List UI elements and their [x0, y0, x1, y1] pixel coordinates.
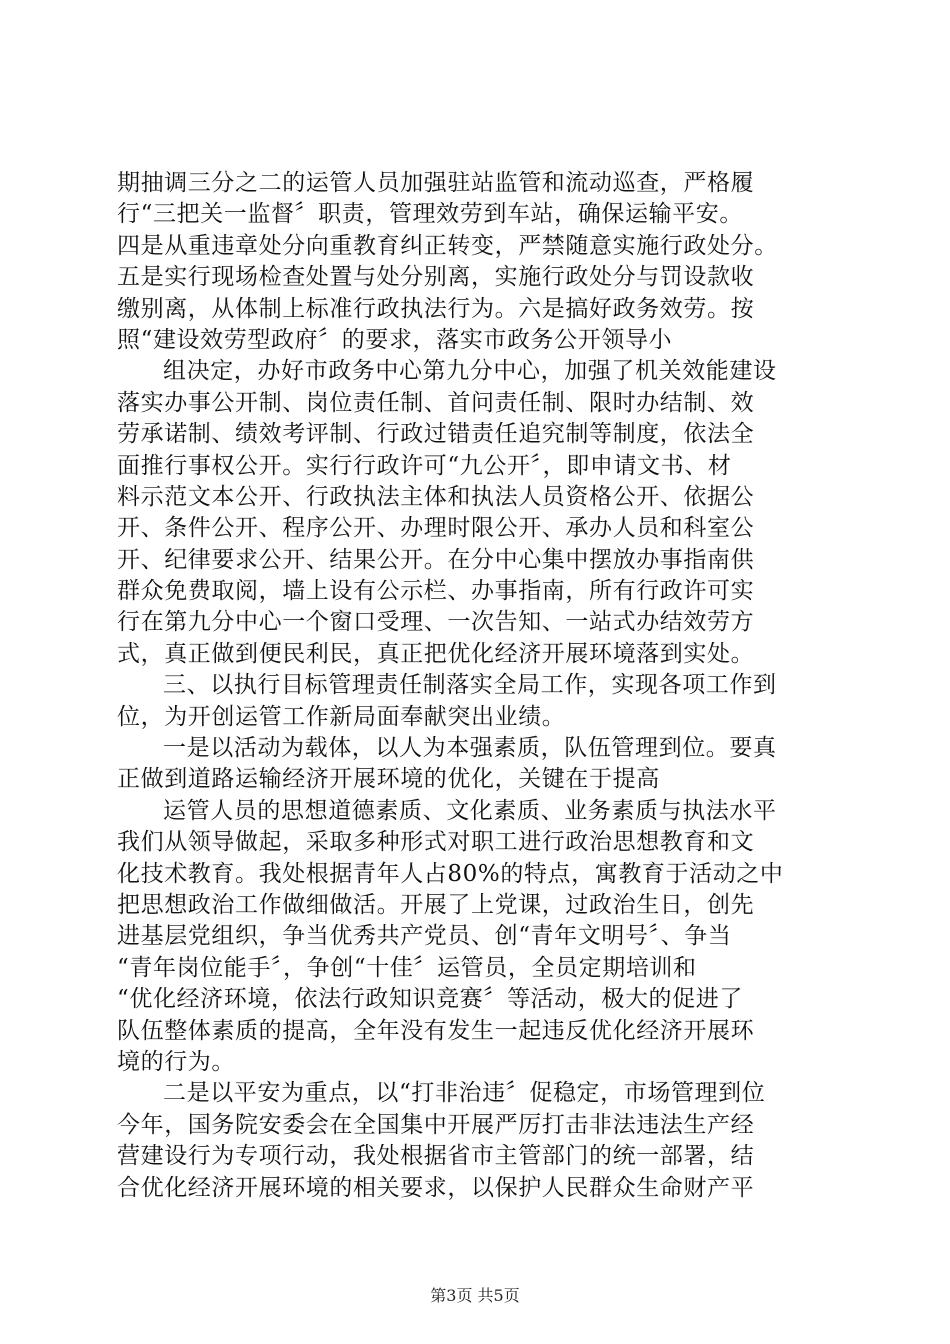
text-line: 群众免费取阅，墙上设有公示栏、办事指南，所有行政许可实 — [117, 578, 755, 605]
text-line: 进基层党组织，争当优秀共产党员、创“青年文明号〞、争当 — [117, 923, 732, 950]
body-text — [117, 168, 837, 1204]
text-line: 一是以活动为载体，以人为本强素质，队伍管理到位。要真 — [163, 735, 777, 762]
text-line: 队伍整体素质的提高，全年没有发生一起违反优化经济开展环 — [117, 1017, 755, 1044]
page-footer: 第3页 共5页 — [430, 1286, 520, 1305]
text-line: 期抽调三分之二的运管人员加强驻站监管和流动巡查，严格履 — [117, 170, 755, 196]
text-line: 组决定，办好市政务中心第九分中心，加强了机关效能建设 — [163, 358, 777, 385]
text-line: 三、以执行目标管理责任制落实全局工作，实现各项工作到 — [163, 672, 777, 699]
text-line: 正做到道路运输经济开展环境的优化，关键在于提高 — [117, 766, 660, 793]
text-line: 料示范文本公开、行政执法主体和执法人员资格公开、依据公 — [117, 483, 755, 510]
text-line: 位，为开创运管工作新局面奉献突出业绩。 — [117, 703, 566, 730]
text-line: 面推行事权公开。实行行政许可“九公开〞，即申请文书、材 — [117, 452, 732, 479]
text-line: 今年，国务院安委会在全国集中开展严厉打击非法违法生产经 — [117, 1111, 755, 1138]
text-line: 行在第九分中心一个窗口受理、一次告知、一站式办结效劳方 — [117, 609, 755, 636]
text-line: 式，真正做到便民利民，真正把优化经济开展环境落到实处。 — [117, 640, 755, 667]
text-line: 化技术教育。我处根据青年人占80%的特点，寓教育于活动之中 — [117, 860, 784, 887]
text-line: 照“建设效劳型政府〞的要求，落实市政务公开领导小 — [117, 326, 673, 353]
text-line: “青年岗位能手〞，争创“十佳〞运管员，全员定期培训和 — [117, 954, 697, 981]
text-line: 二是以平安为重点，以“打非治违〞促稳定，市场管理到位 — [163, 1080, 766, 1107]
text-line: 合优化经济开展环境的相关要求，以保护人民群众生命财产平 — [117, 1174, 755, 1201]
text-line: 运管人员的思想道德素质、文化素质、业务素质与执法水平 — [163, 797, 777, 824]
text-line: 境的行为。 — [117, 1048, 235, 1075]
text-line: 落实办事公开制、岗位责任制、首问责任制、限时办结制、效 — [117, 389, 755, 416]
text-line: 营建设行为专项行动，我处根据省市主管部门的统一部署，结 — [117, 1143, 755, 1170]
text-line: 把思想政治工作做细做活。开展了上党课，过政治生日，创先 — [117, 891, 755, 918]
text-line: 开、纪律要求公开、结果公开。在分中心集中摆放办事指南供 — [117, 546, 755, 573]
text-line: 五是实行现场检查处置与处分别离，实施行政处分与罚设款收 — [117, 264, 755, 291]
text-line: 四是从重违章处分向重教育纠正转变，严禁随意实施行政处分。 — [117, 232, 778, 259]
text-line: 劳承诺制、绩效考评制、行政过错责任追究制等制度，依法全 — [117, 421, 755, 448]
text-line: “优化经济环境，依法行政知识竞赛〞等活动，极大的促进了 — [117, 986, 743, 1013]
text-line: 缴别离，从体制上标准行政执法行为。六是搞好政务效劳。按 — [117, 295, 755, 322]
text-line: 我们从领导做起，采取多种形式对职工进行政治思想教育和文 — [117, 829, 755, 856]
text-line: 行“三把关一监督〞职责，管理效劳到车站，确保运输平安。 — [117, 201, 743, 228]
text-line: 开、条件公开、程序公开、办理时限公开、承办人员和科室公 — [117, 515, 755, 542]
